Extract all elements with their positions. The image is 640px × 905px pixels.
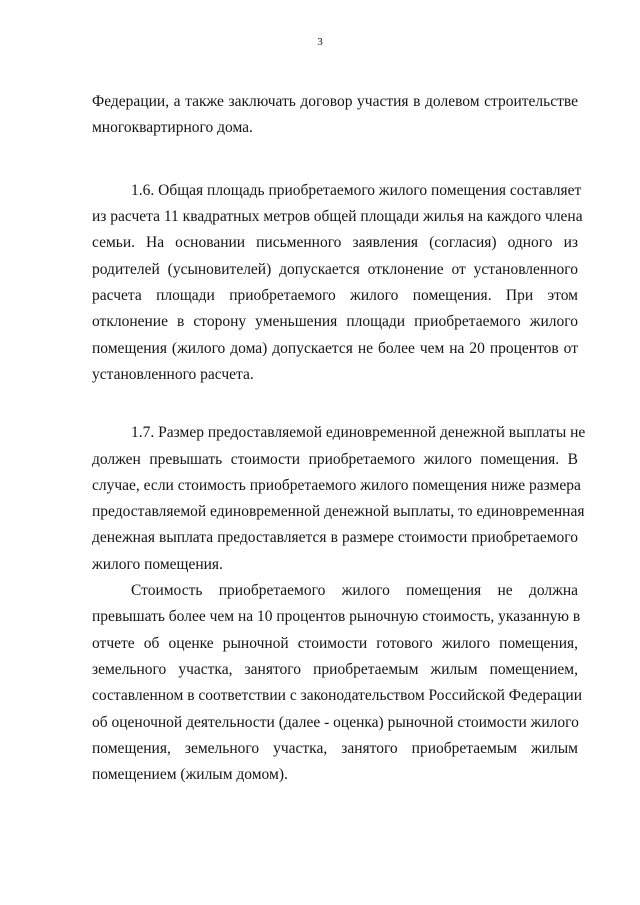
text-line: помещения, земельного участка, занятого приобретаемым жилым bbox=[92, 740, 578, 757]
text-line: 1.7. Размер предоставляемой единовременной денежной выплаты не bbox=[131, 424, 586, 441]
text-line: помещением (жилым домом). bbox=[92, 766, 288, 783]
text-line: превышать более чем на 10 процентов рыночную стоимость, указанную в bbox=[92, 608, 581, 625]
text-line: денежная выплата предоставляется в размере стоимости приобретаемого bbox=[92, 529, 578, 546]
text-line: помещения (жилого дома) допускается не более чем на 20 процентов от bbox=[92, 340, 578, 357]
text-line: установленного расчета. bbox=[92, 366, 254, 383]
text-line: из расчета 11 квадратных метров общей площади жилья на каждого члена bbox=[92, 208, 583, 225]
text-line: отчете об оценке рыночной стоимости готового жилого помещения, bbox=[92, 635, 578, 652]
text-line: жилого помещения. bbox=[92, 556, 223, 573]
text-line: 1.6. Общая площадь приобретаемого жилого помещения составляет bbox=[131, 182, 582, 199]
text-line: земельного участка, занятого приобретаемым жилым помещением, bbox=[92, 661, 578, 678]
text-line: многоквартирного дома. bbox=[92, 119, 253, 136]
text-line: предоставляемой единовременной денежной выплаты, то единовременная bbox=[92, 503, 585, 520]
page-number: 3 bbox=[317, 36, 323, 48]
text-line: составленном в соответствии с законодательством Российской Федерации bbox=[92, 687, 582, 704]
text-line: Федерации, а также заключать договор участия в долевом строительстве bbox=[92, 93, 578, 110]
text-line: случае, если стоимость приобретаемого жилого помещения ниже размера bbox=[92, 477, 581, 494]
text-line: отклонение в сторону уменьшения площади приобретаемого жилого bbox=[92, 313, 578, 330]
text-line: Стоимость приобретаемого жилого помещения не должна bbox=[131, 582, 578, 599]
text-line: об оценочной деятельности (далее - оценка) рыночной стоимости жилого bbox=[92, 714, 579, 731]
text-line: расчета площади приобретаемого жилого помещения. При этом bbox=[92, 287, 578, 304]
text-line: семьи. На основании письменного заявления (согласия) одного из bbox=[92, 234, 578, 251]
text-line: должен превышать стоимости приобретаемого жилого помещения. В bbox=[92, 451, 578, 468]
text-line: родителей (усыновителей) допускается отклонение от установленного bbox=[92, 261, 578, 278]
